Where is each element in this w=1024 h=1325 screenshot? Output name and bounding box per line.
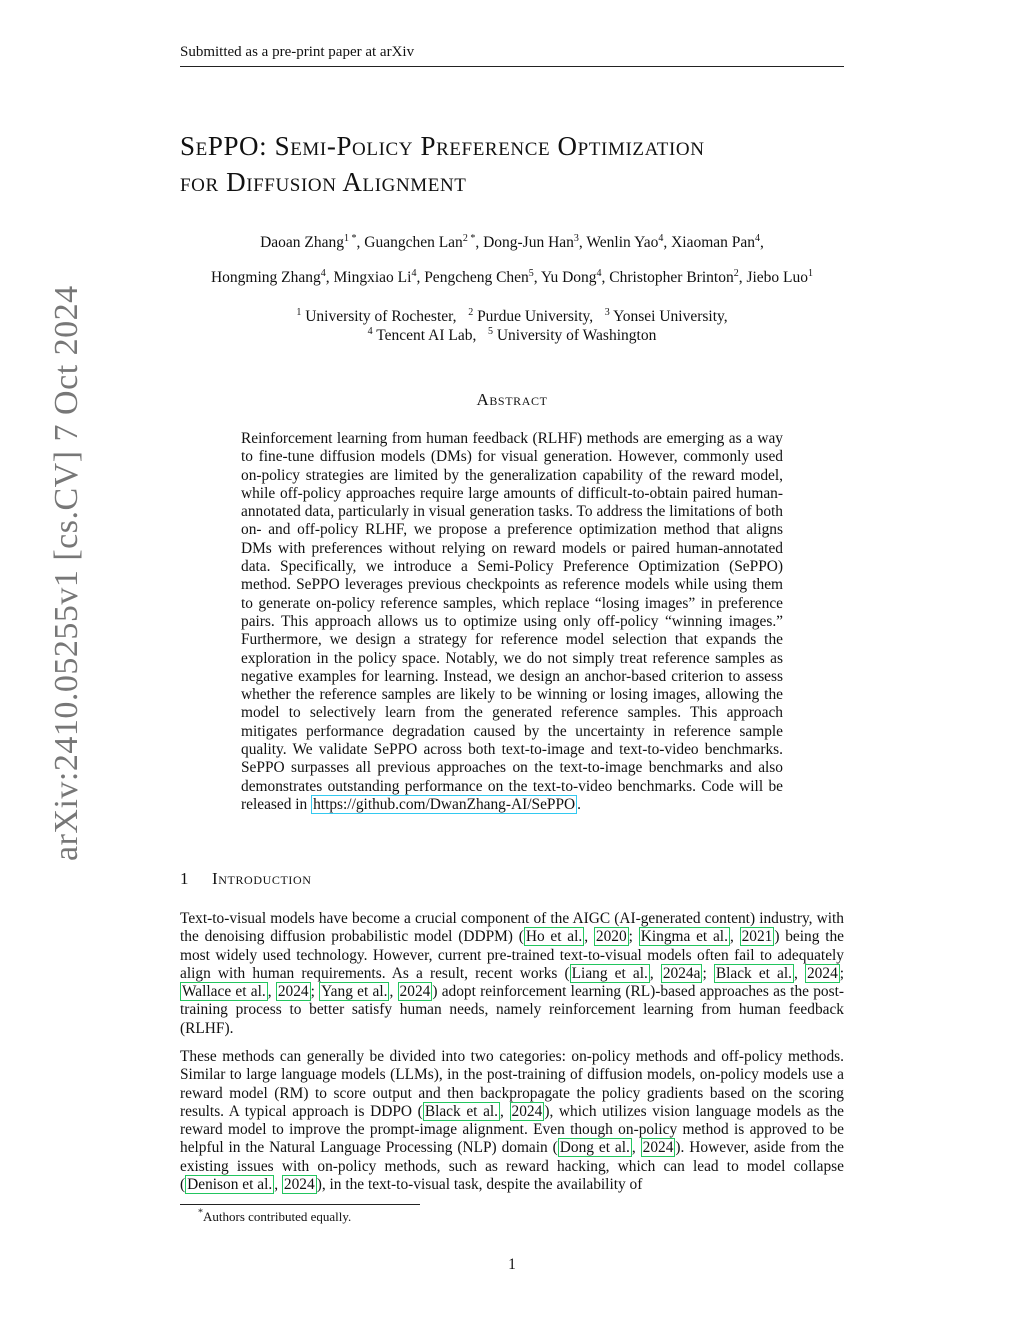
title-line-2: for Diffusion Alignment — [180, 167, 467, 197]
section-number: 1 — [180, 869, 189, 888]
page-number: 1 — [508, 1256, 516, 1273]
cite-sep: ; — [839, 964, 845, 982]
citation-link[interactable]: Black et al. — [424, 1102, 499, 1120]
author-name: Hongming Zhang — [210, 269, 321, 286]
cite-sep: , — [794, 964, 805, 982]
cite-sep: , — [631, 1139, 641, 1157]
para-text: ). However, aside from the existing issues with on-policy methods, such as reward hacking, which can lead to model collapse ( — [180, 1139, 844, 1194]
cite-sep: , — [274, 1176, 282, 1194]
author-affil: 4 — [658, 232, 664, 244]
citation-link[interactable]: 2024 — [642, 1139, 674, 1157]
affil-name: Yonsei University, — [613, 308, 728, 325]
para-text: ), in the text-to-visual task, despite the availability of — [316, 1176, 643, 1194]
intro-paragraph-1 — [180, 910, 844, 1038]
citation-link[interactable]: 2024 — [399, 983, 431, 1001]
citation-link[interactable]: Yang et al. — [321, 983, 388, 1001]
cite-sep: , — [267, 983, 276, 1001]
citation-link[interactable]: Wallace et al. — [182, 983, 266, 1001]
citation-link[interactable]: 2020 — [595, 928, 627, 946]
para-text: ) adopt reinforcement learning (RL)-based approaches as the post-training process to better satisfy human needs, namely reinforcement learning from human feedback (RLHF). — [180, 983, 844, 1037]
affiliation-line-2 — [180, 326, 844, 345]
paper-title — [180, 128, 860, 200]
affil-num: 2 — [468, 306, 474, 318]
author-name: Xiaoman Pan — [671, 234, 756, 251]
affil-name: University of Rochester, — [305, 308, 457, 325]
code-url-link[interactable]: https://github.com/DwanZhang-AI/SePPO — [313, 795, 576, 813]
para-text: ) being the most widely used technology. However, current pre-trained text-to-visual models often fail to adequately align with human requirements. As a result, recent works ( — [180, 928, 845, 982]
section-heading — [180, 869, 312, 889]
cite-sep: ; — [702, 964, 714, 982]
cite-sep: ; — [310, 983, 320, 1001]
footnote-text: Authors contributed equally. — [203, 1209, 352, 1224]
cite-sep: , — [729, 928, 740, 946]
author-affil: 1 — [808, 267, 814, 279]
abstract-end: . — [577, 795, 582, 813]
author-affil: 5 — [528, 267, 534, 279]
author-name: Jiebo Luo — [746, 269, 809, 286]
author-name: Yu Dong — [540, 269, 597, 286]
author-affil: 3 — [573, 232, 579, 244]
affil-num: 1 — [296, 306, 302, 318]
abstract-text: Reinforcement learning from human feedback (RLHF) methods are emerging as a way to fine-tune diffusion models (DMs) for visual generation. However, commonly used on-policy strategies are limited by the generalization capability of the reward model, while off-policy approaches require large amounts of difficult-to-obtain paired human-annotated data, particularly in visual generation tasks. To address the limitations of both on- and off-policy RLHF, we propose a preference optimization method that aligns DMs with preferences without relying on reward models or paired human-annotated data. Specifically, we introduce a Semi-Policy Preference Optimization (SePPO) method. SePPO leverages previous checkpoints as reference models while using them to generate on-policy reference samples, which replace “losing images” in preference pairs. This approach allows us to optimize using only off-policy “winning images.” Furthermore, we design a strategy for reference model selection that expands the exploration in the policy space. Notably, we do not simply treat reference samples as negative examples for learning. Instead, we design an anchor-based criterion to assess whether the reference samples are likely to be winning or losing images, allowing the model to selectively learn from the generated reference samples. This approach mitigates performance degradation caused by the uncertainty in reference sample quality. We validate SePPO across both text-to-image and text-to-video benchmarks. SePPO surpasses all previous approaches on the text-to-image benchmarks and also demonstrates outstanding performance on the text-to-video benchmarks. Code will be released in — [241, 430, 783, 813]
author-name: Mingxiao Li — [333, 269, 412, 286]
citation-link[interactable]: 2024a — [662, 964, 701, 982]
cite-sep: , — [649, 964, 661, 982]
para-text: ), which utilizes vision language models as the reward model to improve the prompt-image alignment. Even though on-policy method is approved to be helpful in the Natural Language Processing (NLP) domain ( — [180, 1102, 845, 1157]
author-affil: 2 — [733, 267, 739, 279]
citation-link[interactable]: 2024 — [806, 964, 838, 982]
section-title: Introduction — [212, 869, 312, 888]
intro-paragraph-2 — [180, 1048, 844, 1194]
author-line-2: Hongming Zhang$^4$, Mingxiao Li$^4$, Pengcheng Chen$^5$, Yu Dong$^4$, Christopher Brinton$^2$, Jiebo Luo$^1$ — [210, 267, 814, 286]
citation-link[interactable]: 2024 — [277, 983, 309, 1001]
citation-link[interactable]: Dong et al. — [559, 1139, 630, 1157]
affil-num: 3 — [604, 306, 610, 318]
affil-name: Purdue University, — [477, 308, 594, 325]
affiliation-line-1 — [180, 307, 844, 326]
author-affil: 4 — [755, 232, 761, 244]
footnote-rule — [180, 1204, 420, 1205]
affil-num: 5 — [487, 325, 493, 337]
arxiv-side-stamp: arXiv:2410.05255v1 [cs.CV] 7 Oct 2024 — [48, 285, 85, 861]
cite-sep: , — [389, 983, 398, 1001]
author-affil: 4 — [596, 267, 602, 279]
citation-link[interactable]: Ho et al. — [525, 928, 583, 946]
abstract-heading: Abstract — [476, 390, 548, 409]
author-line-1: Daoan Zhang$^{1 *}$, Guangchen Lan$^{2 *}$, Dong-Jun Han$^3$, Wenlin Yao$^4$, Xiaoman Pan$^4$, — [260, 232, 764, 251]
running-header: Submitted as a pre-print paper at arXiv — [180, 44, 415, 60]
para-text: Text-to-visual models have become a crucial component of the AIGC (AI-generated content) industry, with the denoising diffusion probabilistic model (DDPM) ( — [180, 910, 844, 946]
affil-num: 4 — [367, 325, 373, 337]
title-line-1: SePPO: Semi-Policy Preference Optimization — [180, 131, 705, 161]
author-affil: 4 — [320, 267, 326, 279]
citation-link[interactable]: 2024 — [283, 1176, 315, 1194]
citation-link[interactable]: Liang et al. — [571, 964, 648, 982]
author-affil: 1 * — [344, 232, 357, 244]
cite-sep: , — [584, 928, 594, 946]
citation-link[interactable]: Denison et al. — [187, 1176, 273, 1194]
author-affil: 2 * — [462, 232, 476, 244]
header-rule — [180, 66, 844, 67]
author-name: Pengcheng Chen — [424, 269, 529, 286]
footnote-mark: * — [198, 1207, 203, 1219]
footnote — [198, 1209, 351, 1225]
author-name: Daoan Zhang — [260, 234, 344, 251]
author-name: Wenlin Yao — [586, 234, 659, 251]
affil-name: University of Washington — [496, 327, 657, 344]
affiliations — [180, 307, 844, 345]
citation-link[interactable]: 2021 — [741, 928, 773, 946]
author-name: Christopher Brinton — [609, 269, 734, 286]
cite-sep: ; — [628, 928, 639, 946]
affil-name: Tencent AI Lab, — [376, 327, 477, 344]
para-text: These methods can generally be divided into two categories: on-policy methods and off-policy methods. Similar to large language models (LLMs), in the post-training of diffusion models, on-policy models use a reward model (RM) to score output and then backpropagate the policy gradients based on the scoring results. A typical approach is DDPO ( — [180, 1048, 844, 1120]
author-name: Dong-Jun Han — [483, 234, 574, 251]
cite-sep: , — [500, 1102, 510, 1120]
citation-link[interactable]: Kingma et al. — [640, 928, 728, 946]
author-name: Guangchen Lan — [364, 234, 463, 251]
citation-link[interactable]: 2024 — [511, 1102, 543, 1120]
citation-link[interactable]: Black et al. — [715, 964, 793, 982]
author-affil: 4 — [411, 267, 417, 279]
abstract-body — [241, 430, 783, 814]
